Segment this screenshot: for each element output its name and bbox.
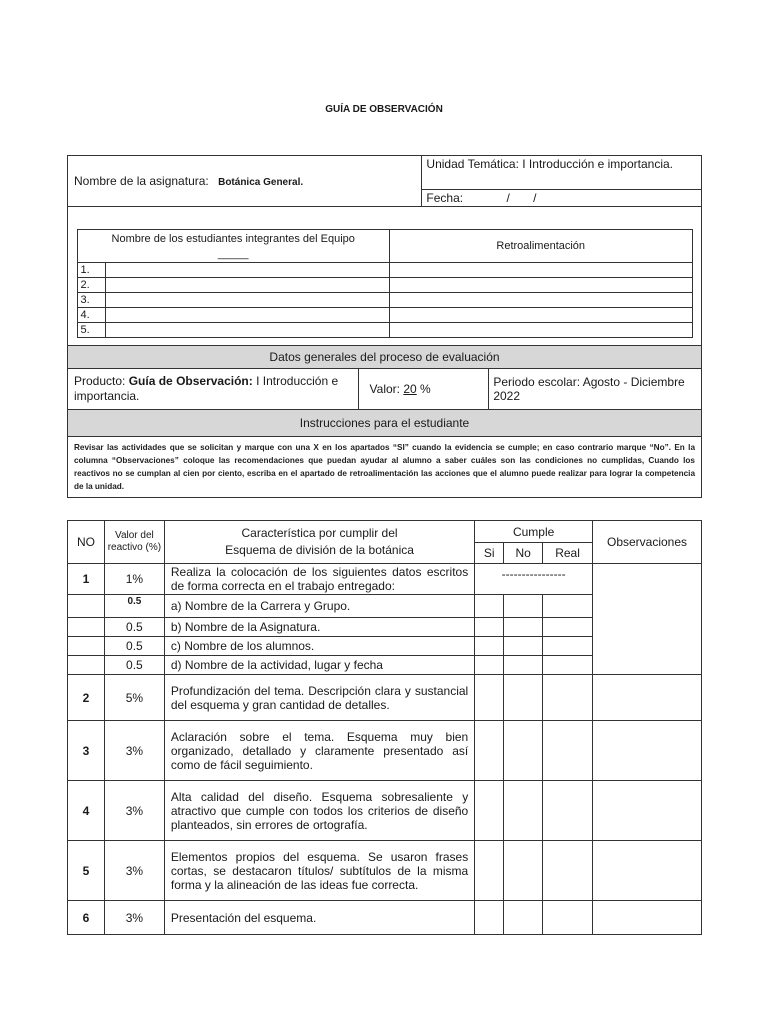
no-checkbox[interactable] [504, 721, 543, 781]
student-feedback-field[interactable] [389, 263, 692, 278]
fecha-cell [422, 190, 702, 207]
col-caract-line2: Esquema de división de la botánica [225, 543, 414, 557]
feedback-header: Retroalimentación [389, 230, 692, 263]
real-field[interactable] [543, 841, 593, 901]
row-valor: 5% [104, 675, 164, 721]
row-number: 1 [68, 564, 105, 595]
instructions-text: Revisar las actividades que se solicitan y marque con una X en los apartados “SI” cuando la evidencia se cumple; en caso contrario marque “No”. En la columna “Observaciones” coloque las recomendaciones que puedan ayudar al alumno a saber cuáles son las condiciones no cumplidas, Cuando los reactivos no se cumplan al cien por ciento, escriba en el apartado de retroalimentación las acciones que el alumno puede realizar para lograr la competencia de la unidad. [68, 437, 702, 498]
si-checkbox[interactable] [475, 721, 504, 781]
si-checkbox[interactable] [475, 675, 504, 721]
observations-field[interactable] [593, 901, 702, 935]
row-valor: 3% [104, 781, 164, 841]
real-field[interactable] [543, 637, 593, 656]
row-number: 4 [68, 781, 105, 841]
col-real-header: Real [543, 543, 593, 564]
students-name-blank: _____ [217, 248, 249, 260]
valor-value: 20 [403, 382, 417, 396]
no-checkbox[interactable] [504, 841, 543, 901]
row-valor: 0.5 [104, 656, 164, 675]
student-name-field[interactable] [106, 263, 389, 278]
row-valor: 0.5 [104, 618, 164, 637]
si-checkbox[interactable] [475, 618, 504, 637]
row-valor: 3% [104, 841, 164, 901]
asignatura-label: Nombre de la asignatura: [74, 174, 209, 188]
row-text: Aclaración sobre el tema. Esquema muy bien organizado, detallado y claramente presentado así como de fácil seguimiento. [164, 721, 474, 781]
students-name-header [77, 230, 389, 263]
table-row [68, 564, 702, 595]
producto-label: Producto: [74, 374, 126, 388]
student-row [77, 323, 692, 338]
student-row-number: 4. [77, 308, 106, 323]
col-caract-header [164, 521, 474, 564]
producto-rest: I Introducción e importancia. [74, 374, 339, 403]
row-number: 2 [68, 675, 105, 721]
asignatura-value: Botánica General. [218, 177, 304, 188]
row-text: Realiza la colocación de los siguientes datos escritos de forma correcta en el trabajo entregado: [164, 564, 474, 595]
row-valor: 0.5 [104, 637, 164, 656]
col-valor-header: Valor del reactivo (%) [104, 521, 164, 564]
fecha-label: Fecha: [426, 191, 464, 205]
row-text: b) Nombre de la Asignatura. [164, 618, 474, 637]
page-title: GUÍA DE OBSERVACIÓN [325, 104, 443, 115]
row-text: d) Nombre de la actividad, lugar y fecha [164, 656, 474, 675]
si-checkbox[interactable] [475, 841, 504, 901]
row-text: c) Nombre de los alumnos. [164, 637, 474, 656]
row-number: 3 [68, 721, 105, 781]
row-valor: 0.5 [104, 595, 164, 618]
real-field[interactable] [543, 781, 593, 841]
real-field[interactable] [543, 656, 593, 675]
student-name-field[interactable] [106, 293, 389, 308]
students-table [77, 229, 693, 338]
observations-field[interactable] [593, 564, 702, 675]
header-table [67, 155, 702, 498]
no-checkbox[interactable] [504, 618, 543, 637]
producto-value: Guía de Observación: [128, 374, 253, 388]
no-checkbox[interactable] [504, 595, 543, 618]
valor-unit: % [420, 382, 431, 396]
student-row [77, 278, 692, 293]
student-row-number: 5. [77, 323, 106, 338]
students-name-label: Nombre de los estudiantes integrantes del Equipo [111, 233, 355, 245]
real-field[interactable] [543, 618, 593, 637]
row-dashes: ---------------- [475, 564, 593, 595]
valor-label: Valor: [369, 382, 400, 396]
si-checkbox[interactable] [475, 901, 504, 935]
table-row [68, 675, 702, 721]
student-row [77, 263, 692, 278]
student-feedback-field[interactable] [389, 308, 692, 323]
row-valor: 3% [104, 721, 164, 781]
unidad-cell [422, 156, 702, 190]
no-checkbox[interactable] [504, 675, 543, 721]
student-row-number: 1. [77, 263, 106, 278]
si-checkbox[interactable] [475, 637, 504, 656]
col-cumple-header: Cumple [475, 521, 593, 543]
row-number [68, 595, 105, 618]
student-feedback-field[interactable] [389, 278, 692, 293]
producto-cell [68, 369, 359, 410]
periodo-cell: Periodo escolar: Agosto - Diciembre 2022 [489, 369, 702, 410]
criteria-table [67, 520, 702, 935]
table-row [68, 781, 702, 841]
student-name-field[interactable] [106, 323, 389, 338]
student-feedback-field[interactable] [389, 323, 692, 338]
general-heading: Datos generales del proceso de evaluación [68, 346, 702, 369]
col-obs-header: Observaciones [593, 521, 702, 564]
row-text: Profundización del tema. Descripción clara y sustancial del esquema y gran cantidad de detalles. [164, 675, 474, 721]
si-checkbox[interactable] [475, 656, 504, 675]
student-row-number: 2. [77, 278, 106, 293]
row-text: Presentación del esquema. [164, 901, 474, 935]
col-si-header: Si [475, 543, 504, 564]
no-checkbox[interactable] [504, 781, 543, 841]
row-text: a) Nombre de la Carrera y Grupo. [164, 595, 474, 618]
valor-cell [358, 369, 489, 410]
no-checkbox[interactable] [504, 656, 543, 675]
table-row [68, 721, 702, 781]
no-checkbox[interactable] [504, 901, 543, 935]
row-number: 6 [68, 901, 105, 935]
fecha-value: / / [506, 191, 537, 205]
real-field[interactable] [543, 595, 593, 618]
instructions-heading: Instrucciones para el estudiante [68, 410, 702, 437]
student-row [77, 293, 692, 308]
observations-field[interactable] [593, 675, 702, 721]
row-number [68, 656, 105, 675]
student-name-field[interactable] [106, 278, 389, 293]
row-text: Alta calidad del diseño. Esquema sobresaliente y atractivo que cumple con todos los criterios de diseño planteados, sin errores de ortografía. [164, 781, 474, 841]
no-checkbox[interactable] [504, 637, 543, 656]
row-number: 5 [68, 841, 105, 901]
row-text: Elementos propios del esquema. Se usaron frases cortas, se destacaron títulos/ subtítulos de la misma forma y la alineación de las ideas fue correcta. [164, 841, 474, 901]
student-feedback-field[interactable] [389, 293, 692, 308]
unidad-value: : I Introducción e importancia. [515, 157, 674, 171]
table-row [68, 841, 702, 901]
observations-field[interactable] [593, 841, 702, 901]
col-no-cumple-header: No [504, 543, 543, 564]
observations-field[interactable] [593, 781, 702, 841]
real-field[interactable] [543, 721, 593, 781]
row-valor: 3% [104, 901, 164, 935]
row-number [68, 637, 105, 656]
si-checkbox[interactable] [475, 781, 504, 841]
col-caract-line1: Característica por cumplir del [241, 526, 398, 540]
table-row [68, 901, 702, 935]
student-row-number: 3. [77, 293, 106, 308]
student-row [77, 308, 692, 323]
row-valor: 1% [104, 564, 164, 595]
unidad-label: Unidad Temática [426, 157, 516, 171]
real-field[interactable] [543, 901, 593, 935]
si-checkbox[interactable] [475, 595, 504, 618]
real-field[interactable] [543, 675, 593, 721]
observations-field[interactable] [593, 721, 702, 781]
row-number [68, 618, 105, 637]
students-cell [68, 207, 702, 346]
asignatura-cell [68, 156, 422, 207]
student-name-field[interactable] [106, 308, 389, 323]
col-no-header: NO [68, 521, 105, 564]
